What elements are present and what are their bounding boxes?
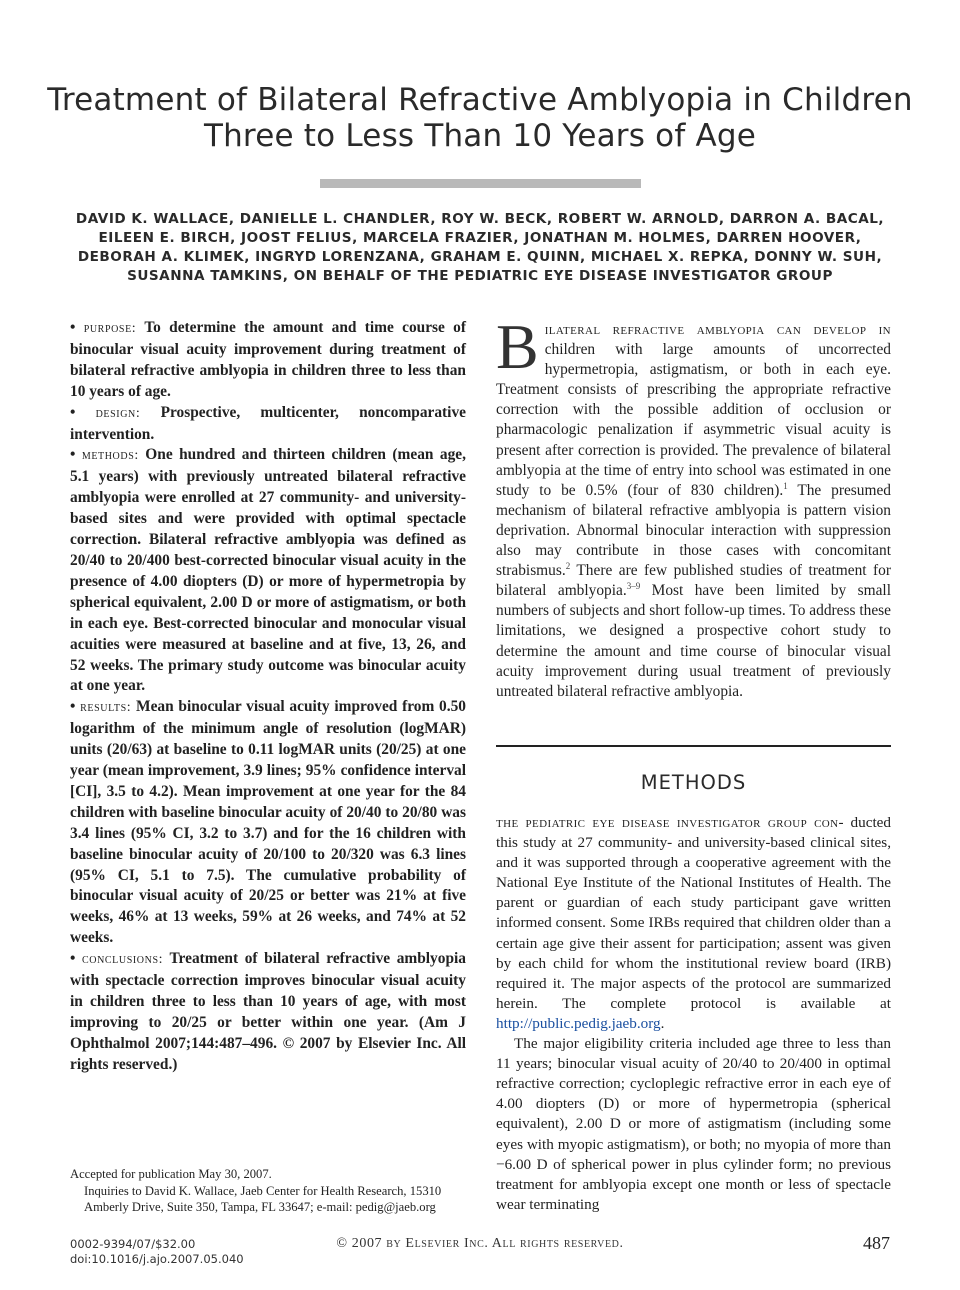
methods-paragraph: The major eligibility criteria included age three to less than 11 years; binocular visual acuity of 20/40 to 20/400 in optimal refractive correction; cycloplegic refractive error in each eye of 4.00 diopters (D) or more of hypermetropia (spherical equivalent), 2.00 D or more of astigmatism (including some eyes with myopic astigmatism), or both; no myopia of more than −6.00 D of spherical power in plus cylinder form; no previous treatment for amblyopia except one month or less of spectacle wear terminating: [496, 1035, 891, 1213]
copyright-line: © 2007 by Elsevier Inc. All rights reserved.: [336, 1236, 624, 1251]
methods-lead-caps: the pediatric eye disease investigator group con-: [496, 814, 844, 831]
author-list: [40, 210, 920, 286]
methods-text: .: [660, 1014, 665, 1032]
abstract-design: [70, 403, 466, 446]
title-divider-bar: [320, 179, 641, 188]
intro-paragraph: [496, 311, 891, 702]
title-line-2: Three to Less Than 10 Years of Age: [203, 118, 757, 154]
purpose-text: To determine the amount and time course of binocular visual acuity improvement during treatment of bilateral refractive amblyopia in children three to less than 10 years of age.: [70, 319, 466, 400]
abstract-purpose: [70, 318, 466, 403]
author-line: DEBORAH A. KLIMEK, INGRYD LORENZANA, GRAHAM E. QUINN, MICHAEL X. REPKA, DONNY W. SUH,: [77, 249, 883, 265]
intro-text: The presumed mechanism of bilateral refractive amblyopia is pattern vision deprivation. Abnormal binocular interaction with suppression also may contribute in those cases with concomitant strabismus.: [496, 481, 891, 580]
issn: 0002-9394/07/$32.00: [70, 1237, 196, 1251]
bullet-icon: •: [70, 698, 76, 716]
author-line: EILEEN E. BIRCH, JOOST FELIUS, MARCELA FRAZIER, JONATHAN M. HOLMES, DARREN HOOVER,: [98, 230, 862, 246]
author-line: SUSANNA TAMKINS, ON BEHALF OF THE PEDIATRIC EYE DISEASE INVESTIGATOR GROUP: [127, 268, 833, 284]
methods-text: One hundred and thirteen children (mean age, 5.1 years) with previously untreated bilateral refractive amblyopia were enrolled at 27 community- and university-based sites and were provided with optimal spectacle correction. Bilateral refractive amblyopia was defined as 20/40 to 20/400 best-corrected binocular visual acuity in the presence of 4.00 diopters (D) or more of hypermetropia by spherical equivalent, 2.00 D or more of astigmatism, or both in each eye. Best-corrected binocular and monocular visual acuities were measured at baseline and at five, 13, 26, and 52 weeks. The primary study outcome was binocular acuity at one year.: [70, 446, 466, 695]
correspondence-note: Inquiries to David K. Wallace, Jaeb Center for Health Research, 15310 Amberly Drive, Suite 350, Tampa, FL 33647; e-mail: pedig@jaeb.org: [84, 1183, 442, 1214]
abstract: [70, 318, 466, 1076]
reference-marker[interactable]: 1: [783, 480, 788, 491]
section-divider: [496, 745, 891, 747]
methods-heading: METHODS: [640, 771, 747, 794]
title-line-1: Treatment of Bilateral Refractive Amblyopia in Children: [47, 82, 913, 118]
bullet-icon: •: [70, 950, 76, 968]
intro-text: There are few published studies of treatment for bilateral amblyopia.: [496, 562, 891, 600]
results-text: Mean binocular visual acuity improved from 0.50 logarithm of the minimum angle of resolution (logMAR) units (20/63) at baseline to 0.11 logMAR units (20/25) at one year (mean improvement, 3.9 lines; 95% confidence interval [CI], 3.5 to 4.2). Mean improvement at one year for the 84 children with baseline binocular acuity of 20/40 to 20/80 was 3.4 lines (95% CI, 3.2 to 3.7) and for the 16 children with baseline binocular acuity of 20/100 to 20/320 was 6.3 lines (95% CI, 5.1 to 7.5). The cumulative probability of binocular visual acuity of 20/25 or better was 21% at five weeks, 46% at 13 weeks, 59% at 26 weeks, and 74% at 52 weeks.: [70, 698, 466, 947]
purpose-label: purpose:: [83, 321, 137, 336]
publication-notes: [70, 1166, 470, 1216]
conclusions-label: conclusions:: [82, 952, 164, 968]
conclusions-text: Treatment of bilateral refractive amblyopia with spectacle correction improves binocular visual acuity in children three to less than 10 years of age, with most improving to 20/25 or better within one year.: [70, 950, 466, 1031]
methods-paragraph: [496, 813, 891, 1034]
bullet-icon: •: [70, 319, 76, 336]
abstract-results: [70, 697, 466, 949]
introduction: [496, 311, 891, 702]
bullet-icon: •: [70, 403, 76, 421]
methods-section: [496, 813, 891, 1215]
intro-text: children with large amounts of uncorrected hypermetropia, astigmatism, or both in each eye. Treatment consists of prescribing the appropriate refractive correction with the possible addition of occlusion or pharmacologic penalization if asymmetric visual acuity is present after correction is provided. The prevalence of bilateral amblyopia at the time of entry into school was estimated in one study to be 0.5% (four of 830 children).: [496, 341, 891, 499]
protocol-link[interactable]: http://public.pedig.jaeb.org: [496, 1014, 661, 1032]
accepted-date: Accepted for publication May 30, 2007.: [70, 1167, 272, 1181]
intro-lead-caps: ilateral refractive amblyopia can develop in: [544, 321, 891, 338]
methods-text: ducted this study at 27 community- and university-based clinical sites, and it was supported through a cooperative agreement with the National Eye Institute of the National Institutes of Health. The parent or guardian of each study participant gave written informed consent. Some IRBs required that children older than a certain age give their assent for participation; assent was given by each child for whom the institutional review board (IRB) required it. The major aspects of the protocol are summarized herein. The complete protocol is available at: [496, 814, 892, 1012]
reference-marker[interactable]: 2: [565, 561, 571, 571]
results-label: results:: [80, 700, 132, 716]
intro-text: Most have been limited by small numbers of subjects and short follow-up times. To address these limitations, we designed a prospective cohort study to determine the amount and time course of binocular visual acuity improvement during usual treatment of previously untreated bilateral refractive amblyopia.: [496, 582, 891, 700]
author-line: DAVID K. WALLACE, DANIELLE L. CHANDLER, ROY W. BECK, ROBERT W. ARNOLD, DARRON A. BACAL,: [75, 211, 885, 227]
methods-label: methods:: [81, 448, 139, 464]
reference-marker[interactable]: 3–9: [626, 581, 641, 592]
abstract-conclusions: [70, 949, 466, 1075]
design-text: Prospective, multicenter, noncomparative intervention.: [70, 403, 466, 443]
bullet-icon: •: [70, 446, 76, 464]
page-number: 487: [863, 1233, 890, 1253]
doi: doi:10.1016/j.ajo.2007.05.040: [70, 1251, 244, 1266]
article-title: [40, 82, 920, 154]
design-label: design:: [95, 405, 141, 421]
drop-cap: B: [496, 311, 539, 382]
abstract-citation: (Am J Ophthalmol 2007;144:487–496. © 2007 by Elsevier Inc. All rights reserved.): [70, 1013, 466, 1073]
abstract-methods: [70, 445, 466, 697]
